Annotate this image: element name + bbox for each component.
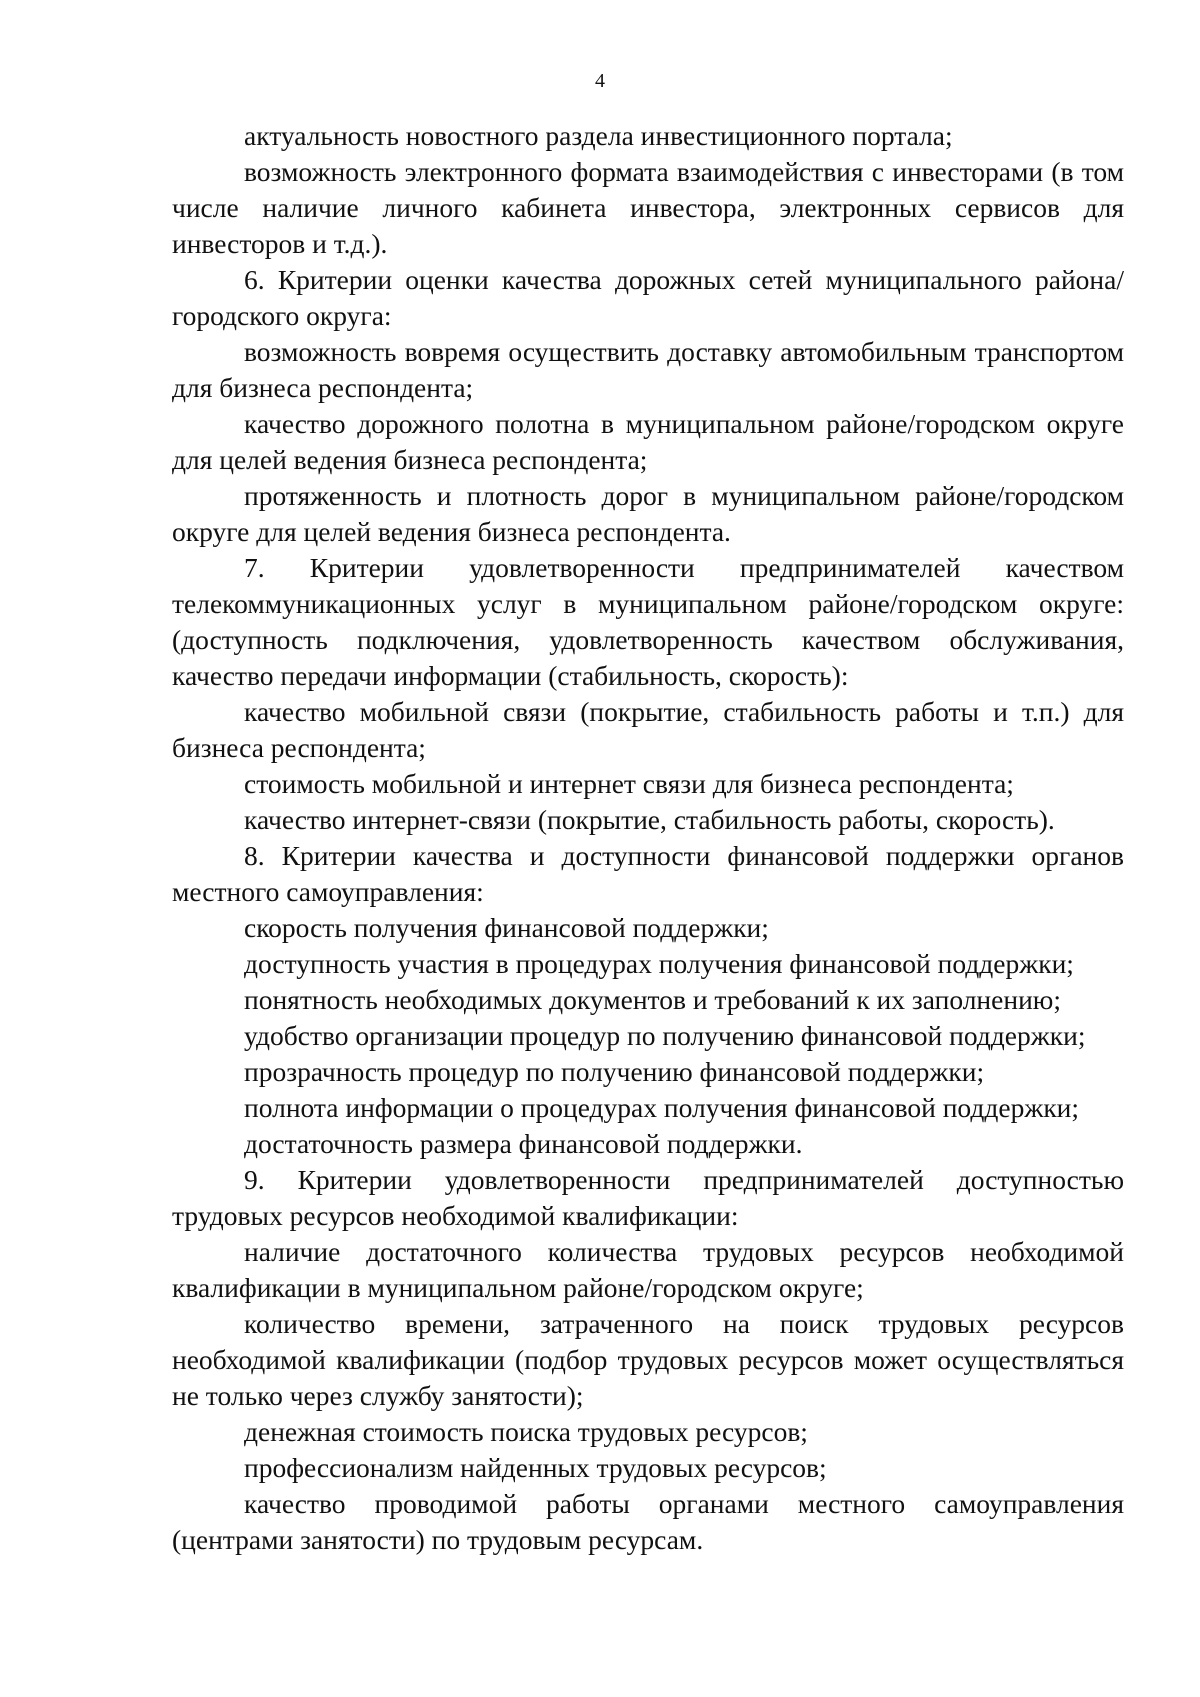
paragraph-news-relevance: актуальность новостного раздела инвестиционного портала; [244, 120, 953, 151]
paragraph-procedure-convenience: удобство организации процедур по получению финансовой поддержки; [244, 1020, 1086, 1051]
paragraph-mobile-quality: качество мобильной связи (покрытие, стабильность работы и т.п.) для бизнеса респондента; [172, 696, 1124, 763]
page-number: 4 [595, 70, 605, 92]
section-8-heading: 8. Критерии качества и доступности финансовой поддержки органов местного самоуправления: [172, 840, 1124, 907]
document-body [172, 118, 1124, 1558]
paragraph-documents-clarity: понятность необходимых документов и требований к их заполнению; [244, 984, 1061, 1015]
section-6-heading: 6. Критерии оценки качества дорожных сетей муниципального района/городского округа: [172, 264, 1124, 331]
paragraph-mobile-cost: стоимость мобильной и интернет связи для бизнеса респондента; [244, 768, 1014, 799]
section-7-heading: 7. Критерии удовлетворенности предпринимателей качеством телекоммуникационных услуг в муниципальном районе/городском округе: (доступность подключения, удовлетворенность качеством обслуживания, качество передачи информации (стабильность, скорость): [172, 552, 1124, 691]
paragraph-support-sufficiency: достаточность размера финансовой поддержки. [244, 1128, 803, 1159]
paragraph-internet-quality: качество интернет-связи (покрытие, стабильность работы, скорость). [244, 804, 1055, 835]
paragraph-search-cost: денежная стоимость поиска трудовых ресурсов; [244, 1416, 808, 1447]
paragraph-search-time: количество времени, затраченного на поиск трудовых ресурсов необходимой квалификации (подбор трудовых ресурсов может осуществляться не только через службу занятости); [172, 1308, 1124, 1411]
paragraph-procedure-transparency: прозрачность процедур по получению финансовой поддержки; [244, 1056, 985, 1087]
paragraph-support-speed: скорость получения финансовой поддержки; [244, 912, 769, 943]
paragraph-labor-availability: наличие достаточного количества трудовых ресурсов необходимой квалификации в муниципальном районе/городском округе; [172, 1236, 1124, 1303]
paragraph-electronic-interaction: возможность электронного формата взаимодействия с инвесторами (в том числе наличие личного кабинета инвестора, электронных сервисов для инвесторов и т.д.). [172, 156, 1124, 259]
paragraph-road-quality: качество дорожного полотна в муниципальном районе/городском округе для целей ведения бизнеса респондента; [172, 408, 1124, 475]
paragraph-road-density: протяженность и плотность дорог в муниципальном районе/городском округе для целей ведения бизнеса респондента. [172, 480, 1124, 547]
paragraph-employment-centers: качество проводимой работы органами местного самоуправления (центрами занятости) по трудовым ресурсам. [172, 1488, 1124, 1555]
paragraph-support-access: доступность участия в процедурах получения финансовой поддержки; [244, 948, 1074, 979]
paragraph-professionalism: профессионализм найденных трудовых ресурсов; [244, 1452, 827, 1483]
paragraph-information-completeness: полнота информации о процедурах получения финансовой поддержки; [244, 1092, 1080, 1123]
paragraph-delivery: возможность вовремя осуществить доставку автомобильным транспортом для бизнеса респондента; [172, 336, 1124, 403]
section-9-heading: 9. Критерии удовлетворенности предпринимателей доступностью трудовых ресурсов необходимой квалификации: [172, 1164, 1124, 1231]
